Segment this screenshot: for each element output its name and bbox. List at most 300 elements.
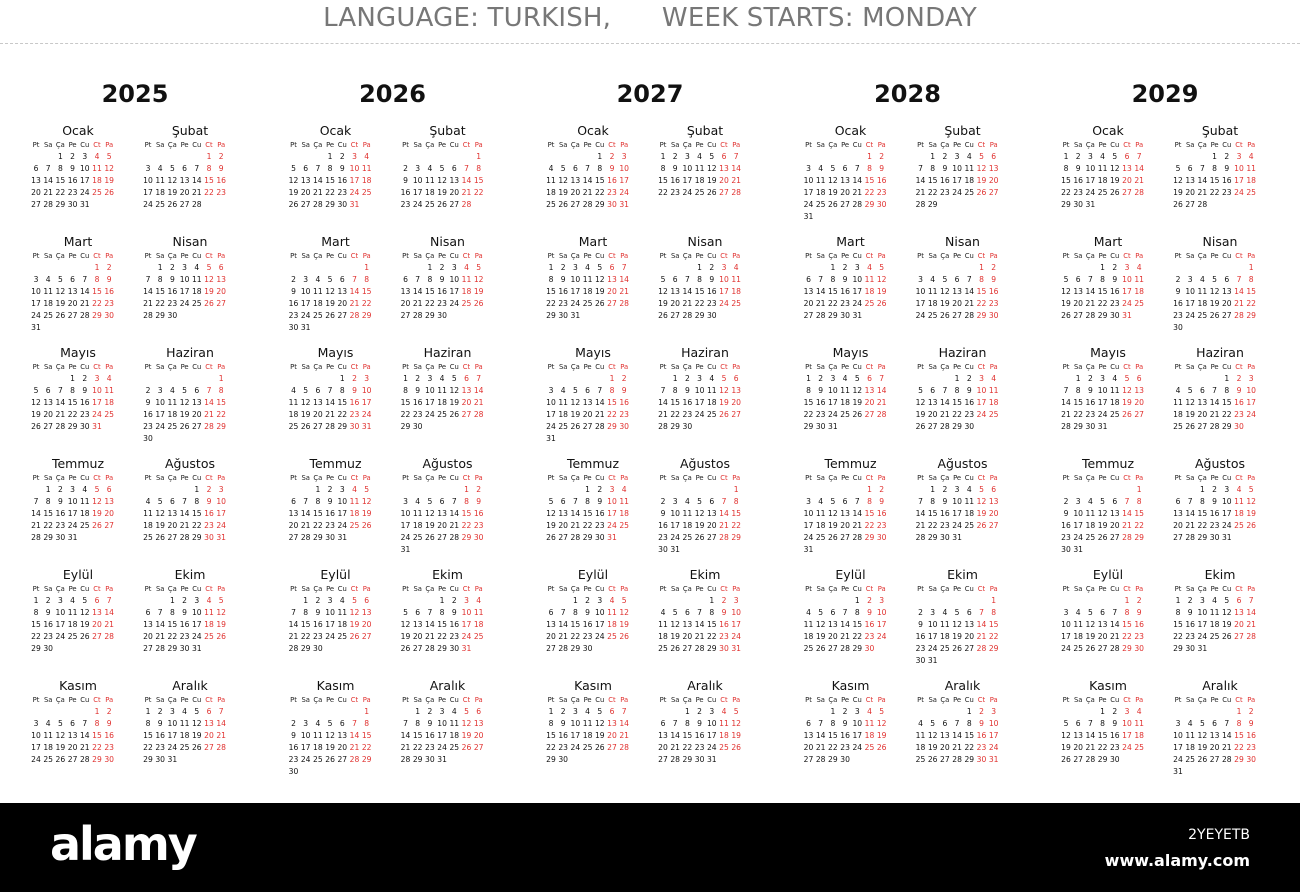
weekday-label: Cu [964,252,974,260]
day-cell: 2 [45,596,51,605]
day-cell: 19 [1061,299,1071,308]
weekday-label: Pa [732,252,741,260]
day-cell: 22 [927,188,938,197]
day-cell: 17 [1173,743,1183,752]
day-cell: 3 [82,152,88,161]
day-cell: 8 [867,164,872,173]
weekday-label: Sa [1185,252,1195,260]
day-cell: 19 [1197,743,1208,752]
day-cell: 4 [439,374,445,383]
day-cell: 28 [594,422,605,431]
day-cell: 11 [964,164,975,173]
day-cell: 16 [658,521,668,530]
weekday-label: Pa [1247,252,1256,260]
day-cell: 30 [706,311,717,320]
weekday-label: Pa [620,696,629,704]
day-cell: 27 [840,533,850,542]
weekday-label: Pe [438,696,447,704]
weekday-label: Ct [608,696,616,704]
weekday-label: Pe [583,141,592,149]
day-cell: 16 [1109,287,1120,296]
weekday-label: Cu [449,252,459,260]
day-cell: 21 [1246,620,1257,629]
day-cell: 14 [731,164,742,173]
day-cell: 26 [976,188,987,197]
day-cell: 14 [558,620,569,629]
day-cell: 28 [570,533,581,542]
weekday-label: Sa [1073,585,1083,593]
day-cell: 6 [1187,164,1193,173]
day-cell: 14 [449,509,460,518]
day-cell: 24 [300,755,311,764]
day-cell: 23 [67,188,78,197]
day-cell: 14 [840,620,850,629]
day-cell: 12 [952,620,962,629]
weekday-label: Pa [989,363,998,371]
day-cell: 23 [594,521,605,530]
day-cell: 11 [815,509,826,518]
day-cell: 5 [106,152,112,161]
day-cell: 10 [803,176,814,185]
day-cell: 17 [55,620,66,629]
weekday-label: Sa [413,474,422,482]
day-cell: 16 [1246,731,1257,740]
day-cell: 23 [1246,743,1257,752]
day-cell: 17 [876,620,887,629]
day-cell: 25 [412,533,423,542]
day-cell: 2 [157,707,163,716]
day-cell: 27 [1073,311,1084,320]
day-cell: 23 [940,188,950,197]
day-cell: 7 [1248,596,1254,605]
weekday-label: Cu [337,474,347,482]
weekday-label: Cu [192,585,202,593]
day-cell: 2 [842,707,848,716]
weekday-label: Cu [707,141,717,149]
weekday-label: Cu [595,252,605,260]
day-cell: 20 [828,632,838,641]
day-cell: 20 [1209,743,1220,752]
day-cell: 31 [437,755,447,764]
day-cell: 2 [1175,275,1181,284]
weekday-label: Pt [659,696,667,704]
day-cell: 30 [1209,533,1220,542]
weekday-label: Sa [413,585,422,593]
day-cell: 21 [204,410,214,419]
day-cell: 26 [216,632,227,641]
day-cell: 12 [55,731,66,740]
day-cell: 14 [682,287,693,296]
weekday-label: Cu [192,141,202,149]
day-cell: 14 [43,176,54,185]
day-cell: 28 [55,422,66,431]
day-cell: 9 [879,164,885,173]
day-cell: 9 [451,608,457,617]
day-cell: 29 [425,311,435,320]
day-cell: 9 [106,719,112,728]
day-cell: 19 [179,410,190,419]
day-cell: 23 [1109,299,1120,308]
day-cell: 13 [167,509,178,518]
day-cell: 10 [976,386,987,395]
day-cell: 24 [1097,410,1108,419]
weekday-label: Pt [402,585,409,593]
day-cell: 21 [915,521,926,530]
day-cell: 18 [658,632,668,641]
day-cell: 18 [104,398,115,407]
day-cell: 19 [619,620,630,629]
day-cell: 26 [31,422,41,431]
day-cell: 26 [670,644,681,653]
weekday-label: Pe [841,141,850,149]
weekday-label: Ct [977,252,986,260]
weekday-label: Cu [964,474,974,482]
day-cell: 31 [803,545,814,554]
day-cell: 26 [694,533,705,542]
day-cell: 16 [940,176,950,185]
day-cell: 20 [1073,743,1084,752]
day-cell: 27 [731,410,742,419]
weekday-label: Pe [695,474,704,482]
day-cell: 6 [1124,152,1130,161]
day-cell: 8 [806,386,811,395]
day-cell: 7 [918,164,923,173]
day-cell: 6 [672,275,678,284]
weekday-label: Ct [1235,141,1243,149]
day-cell: 7 [966,275,972,284]
day-cell: 29 [1073,422,1084,431]
day-cell: 22 [1122,632,1132,641]
day-cell: 28 [658,422,668,431]
day-cell: 16 [400,188,411,197]
day-cell: 11 [1109,386,1120,395]
day-cell: 29 [300,644,311,653]
day-cell: 7 [1112,608,1118,617]
day-cell: 7 [206,386,212,395]
day-cell: 23 [337,188,348,197]
day-cell: 7 [464,164,469,173]
day-cell: 30 [104,311,115,320]
day-cell: 4 [930,275,936,284]
day-cell: 18 [349,509,360,518]
day-cell: 10 [1085,164,1096,173]
month-name: Ekim [1204,567,1236,582]
day-cell: 29 [337,422,348,431]
weekday-label: Sa [928,252,937,260]
weekday-label: Pa [877,141,886,149]
weekday-label: Sa [670,696,680,704]
day-cell: 30 [876,200,887,209]
day-cell: 6 [415,608,421,617]
day-cell: 2 [942,485,948,494]
day-cell: 19 [594,731,605,740]
weekday-label: Cu [337,141,347,149]
weekday-label: Ça [1085,252,1095,260]
weekday-label: Ct [350,363,359,371]
day-cell: 9 [942,497,948,506]
day-cell: 16 [864,620,875,629]
day-cell: 13 [437,509,447,518]
day-cell: 14 [1134,164,1145,173]
day-cell: 6 [94,596,100,605]
day-cell: 5 [291,164,296,173]
day-cell: 5 [942,275,948,284]
day-cell: 16 [670,176,681,185]
day-cell: 5 [427,497,433,506]
day-cell: 26 [167,200,178,209]
weekday-label: Pa [105,696,114,704]
day-cell: 15 [1234,731,1244,740]
day-cell: 30 [964,422,975,431]
weekday-label: Pe [841,474,850,482]
day-cell: 27 [607,299,617,308]
day-cell: 22 [582,521,593,530]
day-cell: 12 [300,398,311,407]
day-cell: 28 [412,311,423,320]
day-cell: 15 [155,287,166,296]
day-cell: 31 [167,755,178,764]
day-cell: 18 [313,299,323,308]
weekday-label: Pe [326,363,335,371]
day-cell: 3 [303,275,309,284]
weekday-label: Pa [877,585,886,593]
day-cell: 18 [155,188,166,197]
day-cell: 10 [437,719,447,728]
weekday-label: Pa [1247,696,1256,704]
day-cell: 19 [1221,620,1232,629]
day-cell: 20 [437,521,447,530]
day-cell: 22 [1234,743,1244,752]
day-cell: 18 [1234,509,1244,518]
weekday-label: Sa [1185,474,1195,482]
day-cell: 4 [157,164,163,173]
day-cell: 29 [216,422,227,431]
day-cell: 26 [1246,521,1257,530]
day-cell: 1 [609,374,615,383]
day-cell: 27 [412,644,423,653]
day-cell: 1 [427,263,433,272]
day-cell: 5 [1224,596,1230,605]
day-cell: 5 [1112,152,1118,161]
day-cell: 27 [361,632,372,641]
day-cell: 10 [731,608,742,617]
day-cell: 23 [143,422,153,431]
day-cell: 24 [570,743,581,752]
day-cell: 27 [988,521,999,530]
day-cell: 16 [1173,299,1183,308]
day-cell: 14 [815,731,826,740]
day-cell: 11 [864,719,875,728]
day-cell: 9 [991,275,997,284]
day-cell: 19 [1173,188,1183,197]
day-cell: 23 [558,743,569,752]
day-cell: 28 [400,755,411,764]
day-cell: 4 [733,263,739,272]
weekday-label: Ct [865,585,874,593]
day-cell: 16 [349,398,360,407]
day-cell: 26 [191,743,202,752]
day-cell: 14 [204,398,214,407]
day-cell: 12 [349,608,360,617]
day-cell: 14 [940,398,950,407]
day-cell: 30 [313,644,323,653]
weekday-label: Cu [449,363,459,371]
weekday-label: Ça [940,585,950,593]
day-cell: 18 [619,509,630,518]
month-name: Kasım [1089,678,1127,693]
day-cell: 14 [325,398,335,407]
day-cell: 5 [560,164,566,173]
day-cell: 21 [1197,188,1208,197]
day-cell: 21 [915,188,926,197]
weekday-label: Ça [682,696,692,704]
day-cell: 31 [803,212,814,221]
day-cell: 6 [806,275,811,284]
day-cell: 13 [67,287,78,296]
weekday-label: Pt [659,585,667,593]
weekday-label: Ct [720,696,728,704]
day-cell: 13 [43,398,54,407]
day-cell: 25 [337,632,348,641]
day-cell: 22 [67,410,78,419]
day-cell: 26 [927,755,938,764]
day-cell: 27 [1173,533,1183,542]
day-cell: 29 [1246,311,1257,320]
day-cell: 11 [361,164,372,173]
weekday-label: Pa [474,252,483,260]
day-cell: 11 [1085,509,1096,518]
day-cell: 16 [840,287,850,296]
day-cell: 5 [169,164,175,173]
weekday-label: Pt [144,363,152,371]
day-cell: 22 [828,743,838,752]
day-cell: 23 [558,299,569,308]
day-cell: 15 [731,509,742,518]
day-cell: 22 [658,188,668,197]
day-cell: 11 [1246,164,1257,173]
day-cell: 30 [288,323,299,332]
day-cell: 12 [619,608,630,617]
weekday-label: Cu [80,363,90,371]
day-cell: 11 [449,719,460,728]
day-cell: 28 [582,200,593,209]
day-cell: 26 [325,311,335,320]
day-cell: 13 [682,620,693,629]
weekday-label: Pa [474,474,483,482]
day-cell: 11 [79,497,90,506]
day-cell: 4 [106,374,112,383]
day-cell: 26 [1221,632,1232,641]
day-cell: 12 [976,164,987,173]
day-cell: 3 [548,386,554,395]
day-cell: 19 [325,743,335,752]
day-cell: 26 [92,521,102,530]
day-cell: 17 [79,176,90,185]
day-cell: 6 [991,485,997,494]
weekday-label: Cu [1110,141,1120,149]
month-name: Mart [1093,234,1123,249]
day-cell: 28 [155,644,166,653]
day-cell: 11 [437,386,447,395]
day-cell: 15 [461,509,472,518]
day-cell: 27 [558,533,569,542]
day-cell: 13 [361,608,372,617]
day-cell: 29 [964,755,975,764]
day-cell: 2 [327,485,333,494]
weekday-label: Pt [547,141,555,149]
weekday-label: Sa [43,585,53,593]
day-cell: 9 [818,386,824,395]
day-cell: 24 [325,632,335,641]
day-cell: 15 [864,176,875,185]
day-cell: 14 [619,275,630,284]
weekday-label: Sa [301,585,310,593]
day-cell: 30 [412,422,423,431]
day-cell: 8 [830,719,836,728]
weekday-label: Pt [290,252,297,260]
day-cell: 29 [828,311,838,320]
day-cell: 2 [672,152,678,161]
day-cell: 18 [546,188,556,197]
day-cell: 10 [952,497,962,506]
day-cell: 26 [349,632,360,641]
weekday-label: Sa [413,363,422,371]
day-cell: 8 [1248,275,1254,284]
day-cell: 27 [67,311,78,320]
day-cell: 7 [733,152,739,161]
day-cell: 28 [288,644,299,653]
day-cell: 6 [476,707,482,716]
day-cell: 15 [864,509,875,518]
weekday-label: Ça [570,696,580,704]
day-cell: 8 [1063,164,1069,173]
site-url: www.alamy.com [1104,851,1250,870]
day-cell: 1 [930,485,936,494]
day-cell: 23 [473,521,484,530]
day-cell: 27 [400,311,411,320]
day-cell: 2 [1248,707,1254,716]
day-cell: 15 [828,287,838,296]
day-cell: 6 [585,386,591,395]
day-cell: 9 [315,608,321,617]
day-cell: 12 [1246,497,1257,506]
day-cell: 14 [155,620,166,629]
day-cell: 14 [815,287,826,296]
weekday-label: Pt [402,474,409,482]
day-cell: 26 [546,533,556,542]
day-cell: 24 [31,311,41,320]
day-cell: 4 [206,596,212,605]
day-cell: 18 [558,410,569,419]
day-cell: 26 [1185,422,1196,431]
day-cell: 14 [670,731,681,740]
day-cell: 19 [437,188,447,197]
day-cell: 3 [70,485,76,494]
day-cell: 28 [216,743,227,752]
day-cell: 20 [670,299,681,308]
day-cell: 19 [216,620,227,629]
day-cell: 16 [437,287,447,296]
weekday-label: Ct [608,474,616,482]
day-cell: 3 [1124,263,1130,272]
day-cell: 16 [216,176,227,185]
day-cell: 20 [682,632,693,641]
weekday-label: Pt [659,141,667,149]
weekday-label: Pe [1098,363,1107,371]
day-cell: 24 [1197,632,1208,641]
day-cell: 22 [55,188,66,197]
day-cell: 28 [1085,311,1096,320]
